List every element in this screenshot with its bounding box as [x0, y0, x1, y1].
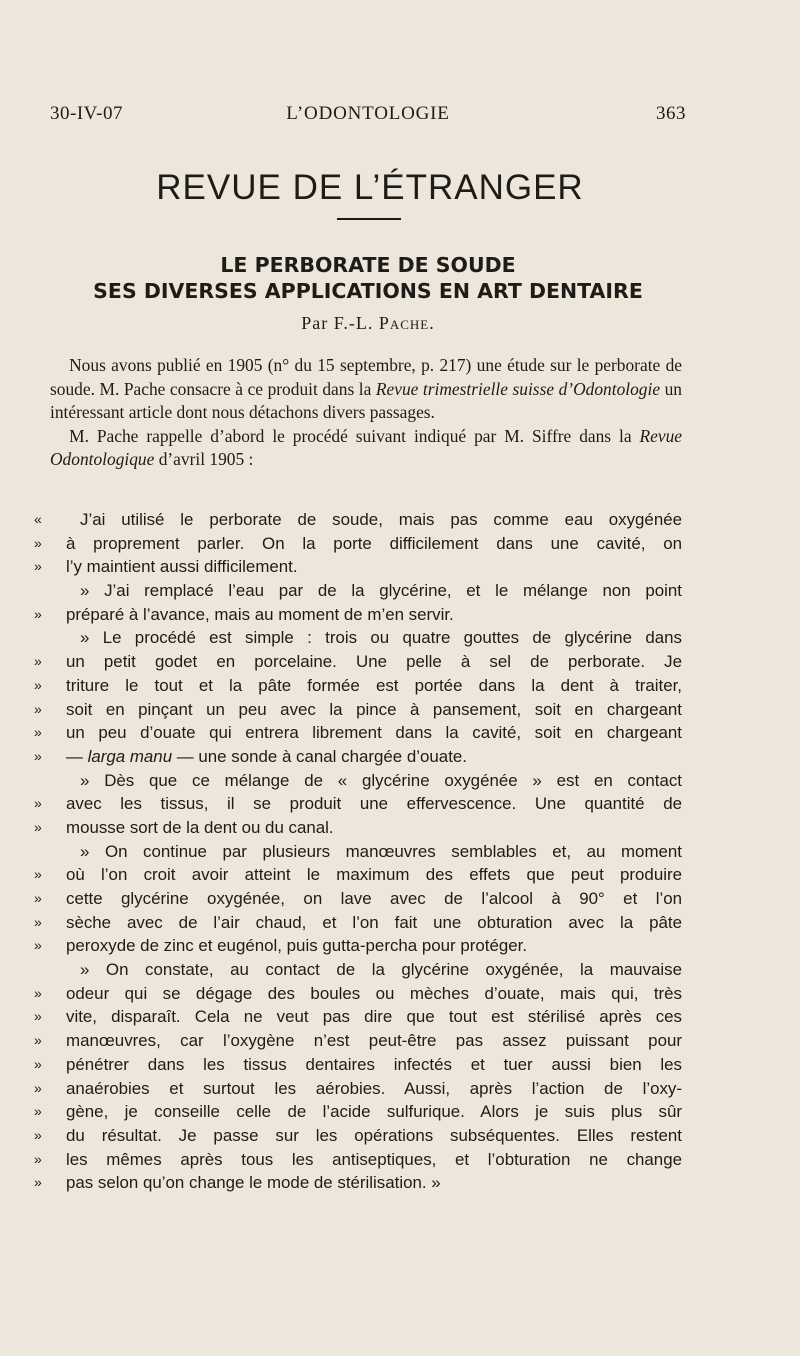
- guillemet-marker: »: [34, 558, 42, 575]
- quote-line: [34, 650, 684, 674]
- quote-line-text: — larga manu — une sonde à canal chargée d’ouate.: [66, 746, 467, 766]
- quote-line: [34, 626, 684, 650]
- quote-line-text: peroxyde de zinc et eugénol, puis gutta-percha pour protéger.: [66, 936, 528, 956]
- guillemet-marker: »: [34, 747, 42, 764]
- quote-line-text: odeur qui se dégage des boules ou mèches d’ouate, mais qui, très: [66, 983, 682, 1003]
- quote-line: [34, 532, 684, 556]
- guillemet-marker: »: [34, 724, 42, 741]
- quote-line: [34, 555, 684, 579]
- quoted-passage: [34, 508, 684, 1195]
- quote-line: [34, 1100, 684, 1124]
- title-rule: [337, 218, 401, 220]
- quote-line: [34, 1005, 684, 1029]
- quote-line: [34, 1077, 684, 1101]
- quote-line: [34, 887, 684, 911]
- journal-name: L’ODONTOLOGIE: [286, 103, 450, 124]
- quote-line-text: » Le procédé est simple : trois ou quatre gouttes de glycérine dans: [80, 628, 682, 648]
- quote-line: [34, 958, 684, 982]
- guillemet-marker: »: [34, 1055, 42, 1072]
- intro-text: [50, 354, 682, 472]
- quote-line-text: » Dès que ce mélange de « glycérine oxygénée » est en contact: [80, 770, 682, 790]
- quote-line: [34, 1124, 684, 1148]
- article-title-line-2: SES DIVERSES APPLICATIONS EN ART DENTAIRE: [93, 279, 643, 303]
- quote-line: [34, 792, 684, 816]
- quote-line: [34, 698, 684, 722]
- journal-citation: Revue Odontologique: [50, 425, 682, 469]
- quote-line-text: où l’on croit avoir atteint le maximum des effets que peut produire: [66, 865, 682, 885]
- quote-line-text: mousse sort de la dent ou du canal.: [66, 817, 334, 837]
- guillemet-marker: »: [34, 1103, 42, 1120]
- running-head: [50, 103, 686, 127]
- quote-line: [34, 579, 684, 603]
- guillemet-marker: »: [34, 866, 42, 883]
- guillemet-marker: »: [34, 1150, 42, 1167]
- quote-line: [34, 745, 684, 769]
- quote-line-text: les mêmes après tous les antiseptiques, et l’obturation ne change: [66, 1149, 682, 1169]
- guillemet-marker: »: [34, 984, 42, 1001]
- guillemet-marker: »: [34, 937, 42, 954]
- quote-line-text: J’ai utilisé le perborate de soude, mais pas comme eau oxygénée: [80, 510, 682, 529]
- guillemet-marker: »: [34, 913, 42, 930]
- guillemet-marker: »: [34, 818, 42, 835]
- quote-line-text: préparé à l’avance, mais au moment de m’en servir.: [66, 604, 454, 624]
- quote-line-text: du résultat. Je passe sur les opérations subséquentes. Elles restent: [66, 1125, 682, 1145]
- quote-line-text: » On constate, au contact de la glycérine oxygénée, la mauvaise: [80, 960, 682, 980]
- quote-line: [34, 863, 684, 887]
- quote-line-text: cette glycérine oxygénée, on lave avec de l’alcool à 90° et l’on: [66, 889, 682, 908]
- guillemet-marker: »: [34, 1126, 42, 1143]
- guillemet-marker: »: [34, 534, 42, 551]
- quote-line-text: un peu d’ouate qui entrera librement dans la cavité, soit en chargeant: [66, 723, 682, 743]
- quote-line-text: » On continue par plusieurs manœuvres semblables et, au moment: [80, 841, 682, 861]
- intro-paragraph-2: M. Pache rappelle d’abord le procédé suivant indiqué par M. Siffre dans la Revue Odontologique d’avril 1905 :: [50, 425, 682, 469]
- quote-line-text: pas selon qu’on change le mode de stérilisation. »: [66, 1173, 441, 1193]
- quote-line-text: gène, je conseille celle de l’acide sulfurique. Alors je suis plus sûr: [66, 1102, 682, 1122]
- guillemet-marker: »: [34, 653, 42, 670]
- quote-line-text: à proprement parler. On la porte difficilement dans une cavité, on: [66, 533, 682, 553]
- quote-line-text: un petit godet en porcelaine. Une pelle à sel de perborate. Je: [66, 652, 682, 672]
- quote-line-text: pénétrer dans les tissus dentaires infectés et tuer aussi bien les: [66, 1054, 682, 1074]
- quote-line: [34, 603, 684, 627]
- intro-paragraph-1: Nous avons publié en 1905 (n° du 15 septembre, p. 217) une étude sur le perborate de soude. M. Pache consacre à ce produit dans la Revue trimestrielle suisse d’Odontologie un intéressant article dont nous détachons divers passages.: [50, 355, 682, 422]
- guillemet-marker: »: [34, 676, 42, 693]
- quote-line: [34, 769, 684, 793]
- guillemet-marker: »: [34, 1174, 42, 1191]
- article-title-line-1: LE PERBORATE DE SOUDE: [220, 253, 516, 277]
- quote-line-text: soit en pinçant un peu avec la pince à pansement, soit en chargeant: [66, 699, 682, 719]
- page-number: 363: [656, 103, 686, 124]
- guillemet-marker: »: [34, 605, 42, 622]
- quote-line: [34, 982, 684, 1006]
- quote-line: [34, 1029, 684, 1053]
- quote-line: [34, 1053, 684, 1077]
- quote-line-text: sèche avec de l’air chaud, et l’on fait une obturation avec la pâte: [66, 912, 682, 932]
- quote-line-text: vite, disparaît. Cela ne veut pas dire que tout est stérilisé après ces: [66, 1007, 682, 1027]
- quote-line: [34, 911, 684, 935]
- quote-line: [34, 934, 684, 958]
- guillemet-marker: »: [34, 1032, 42, 1049]
- guillemet-marker: »: [34, 890, 42, 906]
- quote-line-text: » J’ai remplacé l’eau par de la glycérine, et le mélange non point: [80, 581, 682, 601]
- quote-line-text: manœuvres, car l’oxygène n’est peut-être pas assez puissant pour: [66, 1031, 682, 1051]
- quote-line: [34, 1148, 684, 1172]
- journal-citation: Revue trimestrielle suisse d’Odontologie: [375, 378, 661, 399]
- byline-prefix: Par F.-L.: [301, 313, 374, 333]
- author-name: Pache.: [378, 313, 435, 333]
- guillemet-marker: «: [34, 511, 42, 527]
- byline: [0, 313, 736, 334]
- guillemet-marker: »: [34, 1079, 42, 1096]
- article-title: [0, 252, 736, 304]
- quote-line: [34, 840, 684, 864]
- quote-line-text: l’y maintient aussi difficilement.: [66, 557, 298, 577]
- quote-line: [34, 1171, 684, 1195]
- quote-line: [34, 508, 684, 532]
- quote-line: [34, 816, 684, 840]
- issue-date: 30-IV-07: [50, 103, 123, 124]
- quote-line-text: anaérobies et surtout les aérobies. Aussi, après l’action de l’oxy-: [66, 1078, 682, 1098]
- quote-line-text: triture le tout et la pâte formée est portée dans la dent à traiter,: [66, 675, 682, 695]
- guillemet-marker: »: [34, 1008, 42, 1025]
- guillemet-marker: »: [34, 795, 42, 812]
- quote-line-text: avec les tissus, il se produit une effervescence. Une quantité de: [66, 794, 682, 814]
- section-title: REVUE DE L’ÉTRANGER: [156, 168, 584, 207]
- quote-line: [34, 721, 684, 745]
- quote-line: [34, 674, 684, 698]
- guillemet-marker: »: [34, 700, 42, 717]
